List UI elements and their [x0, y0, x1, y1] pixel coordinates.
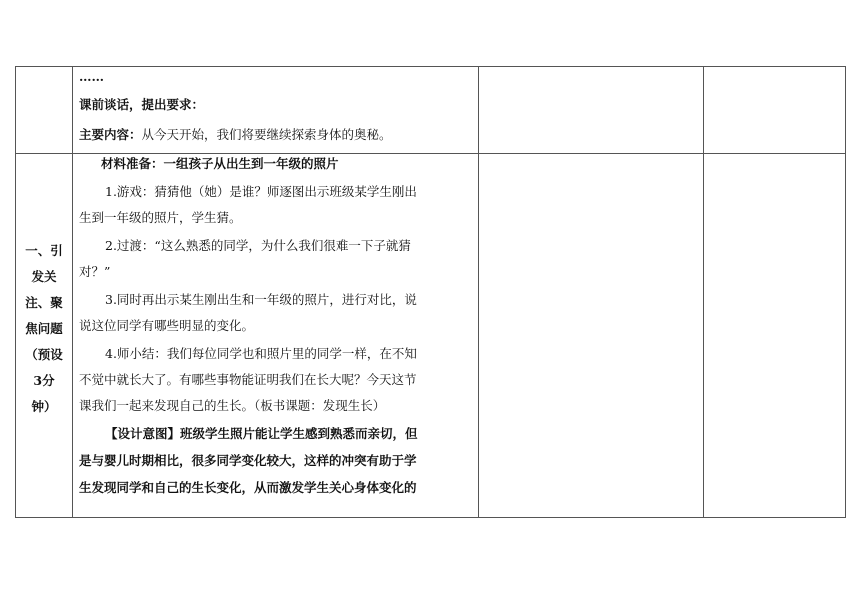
paragraph-2-line-1: 2.过渡：“这么熟悉的同学，为什么我们很难一下子就猜	[105, 238, 411, 253]
paragraph-2-line-2: 对？”	[79, 264, 111, 279]
main-content-label: 主要内容：	[79, 127, 142, 142]
stage-line: （预设	[25, 347, 63, 362]
stage-label	[15, 238, 73, 420]
row1-activity-cell	[73, 67, 478, 153]
paragraph-4-line-3: 课我们一起来发现自己的生长。（板书课题：发现生长）	[79, 398, 386, 413]
design-intent-line-1: 【设计意图】班级学生照片能让学生感到熟悉而亲切，但	[105, 426, 418, 441]
materials-line: 材料准备：一组孩子从出生到一年级的照片	[101, 156, 339, 171]
main-content-text: 从今天开始，我们将要继续探索身体的奥秘。	[141, 127, 392, 142]
pre-class-heading: 课前谈话，提出要求：	[79, 97, 205, 112]
stage-line: 一、引	[25, 243, 63, 258]
design-intent-line-3: 生发现同学和自己的生长变化，从而激发学生关心身体变化的	[79, 480, 417, 495]
ellipsis-text: ……	[79, 69, 104, 84]
stage-line: 钟）	[31, 399, 57, 414]
paragraph-3-line-1: 3.同时再出示某生刚出生和一年级的照片，进行对比，说	[105, 292, 417, 307]
row2-activity-cell	[73, 154, 478, 517]
table-border-bottom	[15, 517, 846, 518]
paragraph-1-line-2: 生到一年级的照片，学生猜。	[79, 210, 242, 225]
paragraph-3-line-2: 说这位同学有哪些明显的变化。	[79, 318, 255, 333]
stage-line: 注、聚	[25, 295, 63, 310]
notes-cell	[704, 67, 845, 517]
paragraph-1-line-1: 1.游戏：猜猜他（她）是谁？师逐图出示班级某学生刚出	[105, 184, 417, 199]
lesson-plan-table	[15, 66, 846, 518]
stage-cell	[15, 154, 72, 517]
main-content-line	[79, 125, 392, 145]
stage-line: 3分	[33, 373, 55, 388]
table-border-right	[845, 66, 846, 518]
paragraph-4-line-2: 不觉中就长大了。有哪些事物能证明我们在长大呢？今天这节	[79, 372, 417, 387]
paragraph-4-line-1: 4.师小结：我们每位同学也和照片里的同学一样，在不知	[105, 346, 417, 361]
teacher-activity-cell	[479, 67, 703, 517]
design-intent-line-2: 是与婴儿时期相比，很多同学变化较大，这样的冲突有助于学	[79, 453, 417, 468]
stage-line: 焦问题	[25, 321, 63, 336]
stage-line: 发关	[31, 269, 57, 284]
